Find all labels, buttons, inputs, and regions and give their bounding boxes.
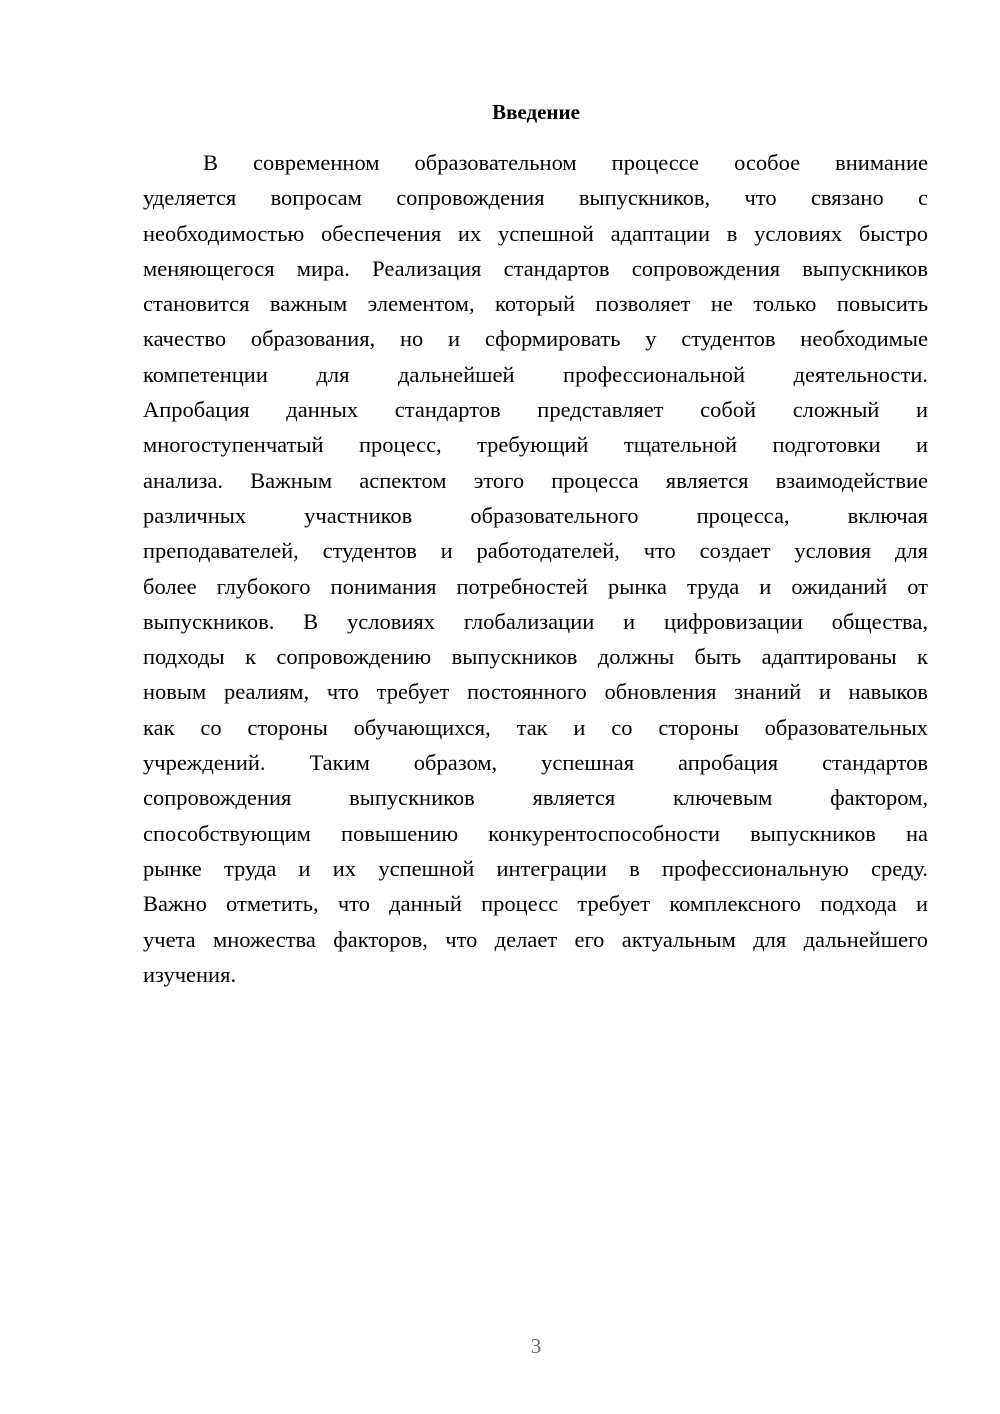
paragraph-line: изучения. <box>143 961 237 987</box>
paragraph-line: компетенции для дальнейшей профессиональной деятельности. <box>143 361 928 387</box>
page-number: 3 <box>530 1334 542 1358</box>
paragraph-line: учета множества факторов, что делает его актуальным для дальнейшего <box>143 926 928 952</box>
paragraph-line: различных участников образовательного процесса, включая <box>143 502 928 528</box>
paragraph-line: необходимостью обеспечения их успешной адаптации в условиях быстро <box>143 220 928 246</box>
paragraph-line: более глубокого понимания потребностей рынка труда и ожиданий от <box>143 573 928 599</box>
paragraph-line: В современном образовательном процессе особое внимание <box>203 150 928 175</box>
paragraph-line: анализа. Важным аспектом этого процесса является взаимодействие <box>143 467 928 493</box>
paragraph-line: меняющегося мира. Реализация стандартов сопровождения выпускников <box>143 255 928 281</box>
paragraph-line: многоступенчатый процесс, требующий тщательной подготовки и <box>143 432 928 458</box>
paragraph-line: сопровождения выпускников является ключевым фактором, <box>143 785 928 811</box>
paragraph-line: Апробация данных стандартов представляет собой сложный и <box>143 397 928 423</box>
paragraph-line: качество образования, но и сформировать у студентов необходимые <box>143 326 928 352</box>
introduction-paragraph <box>143 145 928 992</box>
paragraph-line: преподавателей, студентов и работодателей, что создает условия для <box>143 538 928 564</box>
paragraph-line: как со стороны обучающихся, так и со стороны образовательных <box>143 714 928 740</box>
paragraph-line: способствующим повышению конкурентоспособности выпускников на <box>143 820 928 846</box>
paragraph-line: подходы к сопровождению выпускников должны быть адаптированы к <box>143 644 928 670</box>
paragraph-line: становится важным элементом, который позволяет не только повысить <box>143 291 928 317</box>
paragraph-line: уделяется вопросам сопровождения выпускников, что связано с <box>143 185 928 211</box>
section-title: Введение <box>492 100 580 124</box>
paragraph-line: Важно отметить, что данный процесс требует комплексного подхода и <box>143 891 928 917</box>
paragraph-line: выпускников. В условиях глобализации и цифровизации общества, <box>143 608 928 634</box>
paragraph-line: новым реалиям, что требует постоянного обновления знаний и навыков <box>143 679 928 705</box>
paragraph-line: учреждений. Таким образом, успешная апробация стандартов <box>143 750 928 776</box>
paragraph-line: рынке труда и их успешной интеграции в профессиональную среду. <box>143 855 928 881</box>
